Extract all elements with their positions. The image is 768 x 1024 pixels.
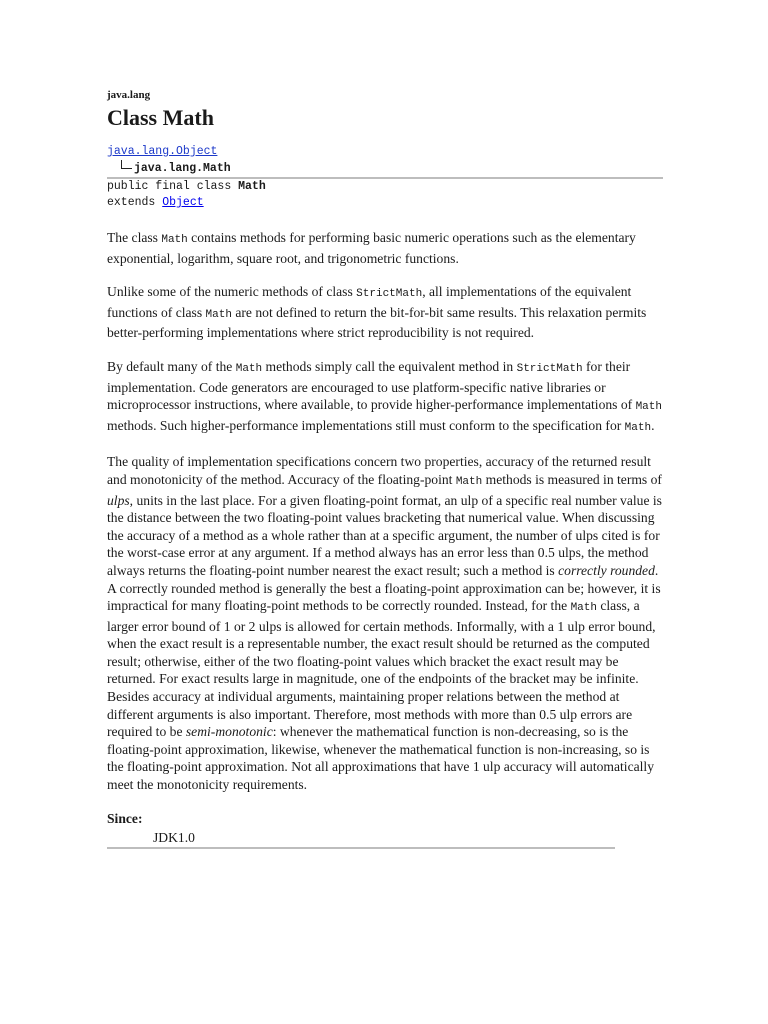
description-paragraph <box>107 358 663 437</box>
inline-code: Math <box>161 234 188 246</box>
decl-prefix: public final class <box>107 180 239 193</box>
emphasis-text: ulps <box>107 492 130 508</box>
inline-code: Math <box>235 362 263 375</box>
emphasis-text: semi-monotonic <box>185 724 273 740</box>
class-description <box>107 229 663 794</box>
text-run: methods simply call the equivalent method in <box>262 358 517 374</box>
text-run: . A correctly rounded method is generally the best a floating-point approximation can be; however, it is impractical for many floating-point methods to be correctly rounded. Instead, for the <box>107 562 661 614</box>
class-hierarchy <box>107 144 663 177</box>
inline-code: Math <box>624 421 652 434</box>
description-paragraph <box>107 453 663 793</box>
hierarchy-child-row <box>107 160 663 177</box>
inline-code: Math <box>205 308 232 321</box>
javadoc-page <box>107 88 663 849</box>
text-run: . <box>651 417 655 433</box>
text-run: contains methods for performing basic numeric operations such as the elementary exponential, logarithm, square root, and trigonometric functions. <box>107 230 636 266</box>
text-run: are not defined to return the bit-for-bit same results. This relaxation permits better-performing implementations where strict reproducibility is not required. <box>107 304 647 341</box>
text-run: class, a larger error bound of 1 or 2 ulps is allowed for certain methods. Informally, with a 1 ulp error bound, when the exact result is a representable number, the exact result should be returned as the computed result; otherwise, either of the two floating-point values which bracket the exact result may be returned. For exact results large in magnitude, one of the endpoints of the bracket may be infinite. Besides accuracy at individual arguments, maintaining proper relations between the method at different arguments is also important. Therefore, most methods with more than 0.5 ulp errors are required to be <box>107 598 656 740</box>
text-run: for their implementation. Code generators are encouraged to use platform-specific native libraries or microprocessor instructions, where available, to provide higher-performance implementations of <box>107 358 636 413</box>
inline-code: Math <box>570 602 597 615</box>
hierarchy-child: java.lang.Math <box>134 162 231 175</box>
inline-code: Math <box>635 401 662 414</box>
text-run: The class <box>107 230 162 245</box>
text-run: Unlike some of the numeric methods of class <box>107 284 357 300</box>
text-run: By default many of the <box>107 358 236 374</box>
inline-code: StrictMath <box>356 288 423 301</box>
text-run: methods is measured in terms of <box>482 471 662 487</box>
text-run: methods. Such higher-performance implementations still must conform to the specification for <box>107 417 625 433</box>
since-label: Since: <box>107 810 143 826</box>
extends-object-link[interactable]: Object <box>162 196 204 209</box>
package-label: java.lang <box>107 89 151 101</box>
text-run: , units in the last place. For a given floating-point format, an ulp of a specific real number value is the distance between the two floating-point values bracketing that numerical value. When discussing the accuracy of a method as a whole rather than at a specific argument, the number of ulps cited is for the worst-case error at any argument. If a method always has an error less than 0.5 ulps, the method always returns the floating-point number nearest the exact result; such a method is <box>107 492 662 578</box>
parent-class-link[interactable]: java.lang.Object <box>107 145 218 158</box>
text-run: : whenever the mathematical function is non-decreasing, so is the floating-point approximation, likewise, whenever the mathematical function is non-increasing, so is the floating-point approximation. Not all approximations that have 1 ulp accuracy will automatically meet the monotonicity requirements. <box>107 724 654 793</box>
divider-bottom <box>107 847 615 849</box>
description-paragraph <box>107 283 663 342</box>
extends-prefix: extends <box>107 196 163 209</box>
class-declaration <box>107 179 663 211</box>
text-run: The quality of implementation specifications concern two properties, accuracy of the returned result and monotonicity of the method. Accuracy of the floating-point <box>107 454 651 487</box>
page-title: Class Math <box>107 105 214 130</box>
since-value: JDK1.0 <box>153 829 195 845</box>
inline-code: Math <box>455 475 483 488</box>
text-run: , all implementations of the equivalent functions of class <box>107 284 632 320</box>
emphasis-text: correctly rounded <box>558 562 655 578</box>
inline-code: StrictMath <box>516 362 583 375</box>
description-paragraph <box>107 229 663 267</box>
tree-elbow-icon <box>121 160 132 169</box>
decl-class-name: Math <box>238 180 266 193</box>
